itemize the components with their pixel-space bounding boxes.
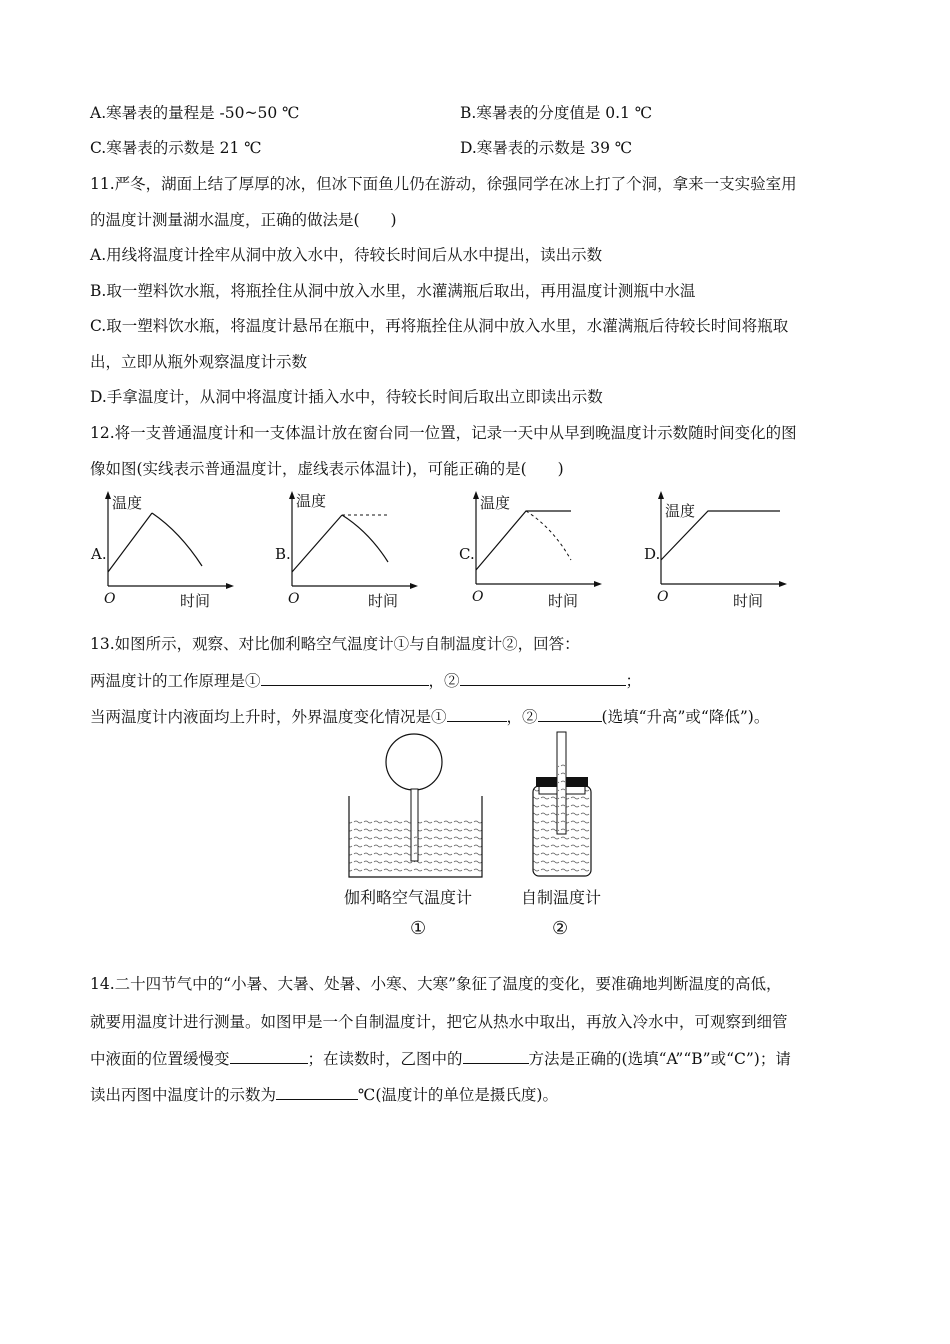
graph-c-y-label: 温度 (480, 494, 511, 512)
graph-b-x-label: 时间 (368, 592, 399, 610)
graph-d-x-label: 时间 (733, 592, 764, 610)
q14-line4 (90, 1083, 558, 1105)
graph-d-label: D. (644, 545, 661, 563)
q13-line3-part-b: ，② (506, 708, 538, 726)
q11-option-c-line1: C.取一塑料饮水瓶，将温度计悬吊在瓶中，再将瓶拴住从洞中放入水里，水灌满瓶后待较长时间将瓶取 (90, 317, 789, 335)
graph-d-origin: O (657, 589, 669, 605)
q13-line2-part-c: ； (625, 672, 642, 690)
q14-line4-part-a: 读出丙图中温度计的示数为 (90, 1086, 277, 1104)
graph-b-origin: O (288, 591, 300, 607)
graph-b-label: B. (275, 545, 291, 563)
q10-option-d: D.寒暑表的示数是 39 ℃ (460, 139, 633, 157)
graph-b-solid-curve (342, 515, 388, 562)
graph-a (100, 488, 240, 613)
q13-line3 (90, 705, 769, 727)
q14-answer-blank-3[interactable] (276, 1083, 358, 1100)
q11-option-c-line2: 出，立即从瓶外观察温度计示数 (90, 353, 308, 371)
graph-a-label: A. (91, 545, 107, 563)
self-made-thermometer-figure (520, 730, 600, 880)
q13-line3-part-c: (选填“升高”或“降低”)。 (601, 708, 770, 726)
q14-line3-part-a: 中液面的位置缓慢变 (90, 1050, 230, 1068)
q14-line3-part-b: ；在读数时，乙图中的 (307, 1050, 463, 1068)
q13-answer-blank-1[interactable] (261, 669, 429, 686)
q14-line4-part-b: ℃(温度计的单位是摄氏度)。 (358, 1086, 558, 1104)
q14-line1: 14.二十四节气中的“小暑、大暑、处暑、小寒、大寒”象征了温度的变化，要准确地判断温度的高低， (90, 975, 782, 993)
q11-option-b: B.取一塑料饮水瓶，将瓶拴住从洞中放入水里，水灌满瓶后取出，再用温度计测瓶中水温 (90, 282, 696, 300)
graph-b-solid-line (292, 515, 342, 572)
q11-stem-line2: 的温度计测量湖水温度，正确的做法是( ) (90, 211, 397, 229)
fig1-number: ① (410, 918, 427, 939)
q11-stem-line1: 11.严冬，湖面上结了厚厚的冰，但冰下面鱼儿仍在游动，徐强同学在冰上打了个洞，拿来一支实验室用 (90, 175, 797, 193)
q13-line2-part-a: 两温度计的工作原理是① (90, 672, 261, 690)
q14-answer-blank-1[interactable] (230, 1047, 308, 1064)
graph-d (653, 488, 793, 613)
graph-b (284, 488, 424, 613)
fig2-caption: 自制温度计 (521, 888, 602, 907)
q14-line3-part-c: 方法是正确的(选填“A”“B”或“C”)；请 (528, 1050, 791, 1068)
q13-line2-part-b: ，② (428, 672, 460, 690)
graph-a-x-label: 时间 (180, 592, 211, 610)
graph-c (468, 488, 608, 613)
q10-option-c: C.寒暑表的示数是 21 ℃ (90, 139, 262, 157)
q14-line2: 就要用温度计进行测量。如图甲是一个自制温度计，把它从热水中取出，再放入冷水中，可观察到细管 (90, 1013, 788, 1031)
graph-a-y-label: 温度 (112, 494, 143, 512)
air-bulb (386, 734, 442, 790)
q11-option-a: A.用线将温度计拴牢从洞中放入水中，待较长时间后从水中提出，读出示数 (90, 246, 603, 264)
galileo-thermometer-figure (343, 730, 488, 880)
graph-a-solid-curve (152, 513, 202, 566)
graph-c-origin: O (472, 589, 484, 605)
q10-option-b: B.寒暑表的分度值是 0.1 ℃ (460, 104, 653, 122)
graph-c-label: C. (459, 545, 475, 563)
graph-a-solid-line (108, 513, 152, 572)
graph-c-solid-line (476, 511, 571, 570)
q11-option-d: D.手拿温度计，从洞中将温度计插入水中，待较长时间后取出立即读出示数 (90, 388, 603, 406)
q13-line3-part-a: 当两温度计内液面均上升时，外界温度变化情况是① (90, 708, 447, 726)
q12-stem-line1: 12.将一支普通温度计和一支体温计放在窗台同一位置，记录一天中从早到晚温度计示数随时间变化的图 (90, 424, 797, 442)
fig2-number: ② (552, 918, 569, 939)
q13-answer-blank-2[interactable] (460, 669, 626, 686)
q13-answer-blank-4[interactable] (538, 705, 602, 722)
tube-liquid (412, 830, 417, 860)
q14-answer-blank-2[interactable] (463, 1047, 529, 1064)
thin-tube-liquid (558, 760, 565, 833)
q14-line3 (90, 1047, 791, 1069)
q12-stem-line2: 像如图(实线表示普通温度计，虚线表示体温计)，可能正确的是( ) (90, 460, 564, 478)
graph-c-x-label: 时间 (548, 592, 579, 610)
fig1-caption: 伽利略空气温度计 (344, 888, 473, 907)
graph-d-y-label: 温度 (665, 502, 696, 520)
q13-stem: 13.如图所示，观察、对比伽利略空气温度计①与自制温度计②，回答： (90, 635, 580, 653)
q10-option-a: A.寒暑表的量程是 -50~50 ℃ (90, 104, 300, 122)
q13-line2 (90, 669, 641, 691)
q13-answer-blank-3[interactable] (447, 705, 507, 722)
graph-c-dashed-curve (526, 511, 571, 560)
graph-a-origin: O (104, 591, 116, 607)
graph-b-y-label: 温度 (296, 492, 327, 510)
